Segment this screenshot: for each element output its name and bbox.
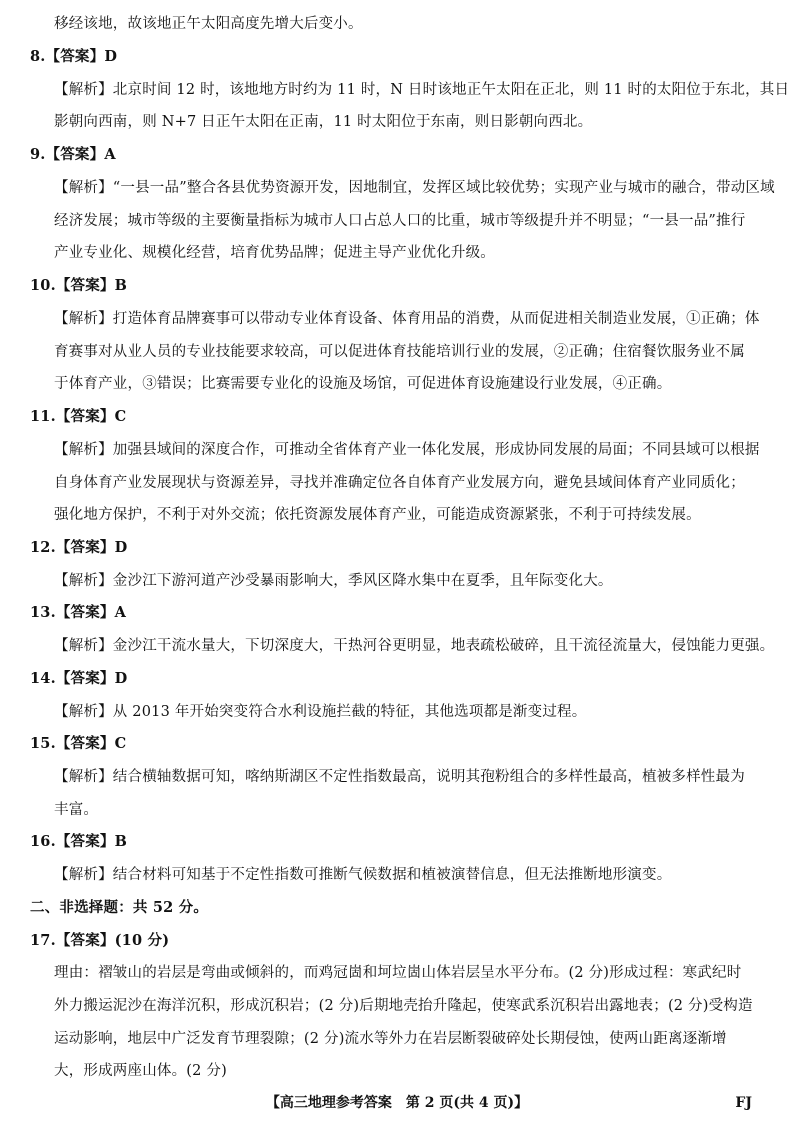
text-line: 外力搬运泥沙在海洋沉积，形成沉积岩；(2 分)后期地壳抬升隆起，使寒武系沉积岩出露地表；(2 分)受构造	[54, 998, 753, 1014]
question-10-explanation: 【解析】打造体育品牌赛事可以带动专业体育设备、体育用品的消费，从而促进相关制造业发展，①正确；体	[54, 311, 760, 327]
text-line: 产业专业化、规模化经营，培育优势品牌；促进主导产业优化升级。	[54, 245, 495, 261]
question-14-answer: 14.【答案】D	[30, 670, 128, 687]
text-line: 移经该地，故该地正午太阳高度先增大后变小。	[54, 16, 363, 32]
text-line: 于体育产业，③错误；比赛需要专业化的设施及场馆，可促进体育设施建设行业发展，④正确。	[54, 376, 672, 392]
text-line: 大，形成两座山体。(2 分)	[54, 1063, 227, 1079]
footer-title: 【高三地理参考答案 第 2 页(共 4 页)】	[265, 1095, 529, 1111]
question-9-answer: 9.【答案】A	[30, 146, 116, 163]
question-16-answer: 16.【答案】B	[30, 833, 128, 850]
text-line: 自身体育产业发展现状与资源差异，寻找并准确定位各自体育产业发展方向，避免县域间体育产业同质化；	[54, 475, 745, 491]
question-11-explanation: 【解析】加强县域间的深度合作，可推动全省体育产业一体化发展，形成协同发展的局面；不同县域可以根据	[54, 442, 760, 458]
section-heading: 二、非选择题：共 52 分。	[30, 899, 209, 916]
question-10-answer: 10.【答案】B	[30, 277, 128, 294]
question-11-answer: 11.【答案】C	[30, 408, 127, 425]
question-14-explanation: 【解析】从 2013 年开始突变符合水利设施拦截的特征，其他选项都是渐变过程。	[54, 704, 587, 720]
text-line: 经济发展；城市等级的主要衡量指标为城市人口占总人口的比重，城市等级提升并不明显；“一县一品”推行	[54, 213, 746, 229]
question-8-explanation: 【解析】北京时间 12 时，该地地方时约为 11 时，N 日时该地正午太阳在正北，则 11 时的太阳位于东北，其日	[54, 82, 790, 98]
footer-code: FJ	[735, 1095, 752, 1111]
question-12-explanation: 【解析】金沙江下游河道产沙受暴雨影响大，季风区降水集中在夏季，且年际变化大。	[54, 573, 613, 589]
text-line: 运动影响，地层中广泛发育节理裂隙；(2 分)流水等外力在岩层断裂破碎处长期侵蚀，使两山距离逐渐增	[54, 1031, 727, 1047]
question-9-explanation: 【解析】“一县一品”整合各县优势资源开发，因地制宜，发挥区域比较优势；实现产业与城市的融合，带动区域	[54, 180, 775, 196]
question-12-answer: 12.【答案】D	[30, 539, 128, 556]
question-15-explanation: 【解析】结合横轴数据可知，喀纳斯湖区不定性指数最高，说明其孢粉组合的多样性最高，植被多样性最为	[54, 769, 745, 785]
question-8-answer: 8.【答案】D	[30, 48, 118, 65]
question-15-answer: 15.【答案】C	[30, 735, 127, 752]
text-line: 丰富。	[54, 802, 99, 818]
question-17-answer: 17.【答案】(10 分)	[30, 932, 170, 949]
question-13-explanation: 【解析】金沙江干流水量大，下切深度大，干热河谷更明显，地表疏松破碎，且干流径流量大，侵蚀能力更强。	[54, 638, 775, 654]
question-13-answer: 13.【答案】A	[30, 604, 127, 621]
text-line: 育赛事对从业人员的专业技能要求较高，可以促进体育技能培训行业的发展，②正确；住宿餐饮服务业不属	[54, 344, 745, 360]
text-line: 影朝向西南，则 N+7 日正午太阳在正南，11 时太阳位于东南，则日影朝向西北。	[54, 114, 593, 130]
question-17-explanation: 理由：褶皱山的岩层是弯曲或倾斜的，而鸡冠崮和坷垃崮山体岩层呈水平分布。(2 分)形成过程：寒武纪时	[54, 965, 742, 981]
text-line: 强化地方保护，不利于对外交流；依托资源发展体育产业，可能造成资源紧张，不利于可持续发展。	[54, 507, 701, 523]
question-16-explanation: 【解析】结合材料可知基于不定性指数可推断气候数据和植被演替信息，但无法推断地形演变。	[54, 867, 672, 883]
